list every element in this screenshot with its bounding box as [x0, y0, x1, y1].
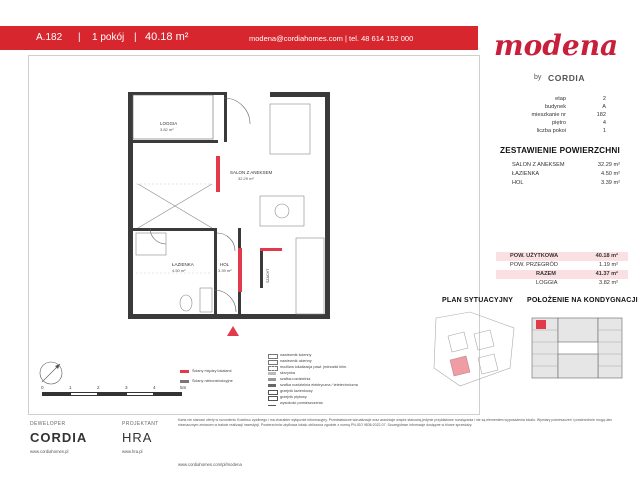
entrance-marker [227, 326, 239, 336]
header-separator: | [78, 32, 81, 43]
legend-right [268, 354, 378, 414]
legend-icon [268, 402, 276, 406]
legend-item: grzejnik łazienkowy [280, 389, 313, 393]
detail-row: piętro 4 [552, 120, 606, 126]
room-area-bathroom: 4.50 m² [172, 268, 186, 273]
legend-item: wysokość pomieszczenia [280, 401, 323, 405]
situation-plan-title: PLAN SYTUACYJNY [442, 297, 514, 304]
total-row-partitions: POW. PRZEGRÓD 1.19 m² [510, 262, 618, 268]
total-row-loggia: LOGGIA 3.82 m² [536, 280, 618, 286]
room-count: 1 pokój [92, 32, 125, 43]
scale-tick: 4 [153, 385, 156, 390]
legend-item: nawiewnik ścienny [280, 353, 312, 357]
summary-list [512, 162, 620, 189]
room-label-loggia: LOGGIA [160, 121, 178, 126]
legend-icon [268, 360, 278, 365]
detail-row: budynek A [544, 104, 606, 110]
total-row-sum: RAZEM 41.37 m² [496, 270, 628, 279]
scale-tick: 0 [41, 385, 44, 390]
legend-icon [268, 378, 276, 381]
unit-details [484, 96, 624, 136]
room-label-hall: HOL [220, 262, 230, 267]
developer-url[interactable]: www.cordiahomes.pl [30, 449, 69, 454]
legend-item: grzejnik płytowy [280, 395, 307, 399]
disclaimer-link[interactable]: www.cordiahomes.com/pl/modena [178, 462, 242, 467]
legend-icon [268, 366, 278, 371]
detail-row: etap 2 [555, 96, 606, 102]
legend-item: Ściany niekonstrukcyjne [192, 379, 233, 383]
totals-table [496, 252, 628, 288]
summary-title: ZESTAWIENIE POWIERZCHNI [500, 146, 620, 155]
legend-item: skrzynka [280, 371, 295, 375]
legend-icon [268, 396, 278, 401]
shaft-label: SZACHT [266, 268, 270, 283]
legend-swatch-red [180, 370, 189, 373]
floor-position-title: POŁOŻENIE NA KONDYGNACJI [527, 297, 638, 304]
logo-by: by [534, 74, 542, 81]
floor-plan [120, 78, 340, 340]
total-row-usable: POW. UŻYTKOWA 40.18 m² [496, 252, 628, 261]
floor-position-map [528, 308, 626, 392]
legend-item: nawiewnik okienny [280, 359, 312, 363]
legend-icon [268, 390, 278, 395]
unit-highlight [536, 320, 546, 329]
summary-row: SALON Z ANEKSEM 32.29 m² [512, 162, 620, 168]
modena-logo: modena [494, 29, 619, 62]
legend-swatch-grey [180, 380, 189, 383]
designer-url[interactable]: www.hra.pl [122, 449, 143, 454]
legend-icon [268, 372, 276, 375]
scale-tick: 3 [125, 385, 128, 390]
footer-designer-logo: HRA [122, 430, 153, 445]
scale-tick: 5m [180, 385, 187, 390]
developer-label: DEWELOPER [30, 421, 66, 427]
contact-info[interactable]: modena@cordiahomes.com | tel. 48 614 152 000 [249, 34, 414, 43]
scale-bar [42, 392, 182, 396]
north-arrow-icon [36, 358, 66, 388]
room-label-bathroom: ŁAZIENKA [172, 262, 194, 267]
room-label-salon: SALON Z ANEKSEM [230, 170, 273, 175]
summary-row: HOL 3.39 m² [512, 180, 620, 186]
legend-item: możliwa lokalizacja pawl. jednostki klim. [280, 365, 348, 369]
cordia-wordmark: CORDIA [548, 73, 586, 83]
detail-row: mieszkanie nr 182 [531, 112, 606, 118]
designer-label: PROJEKTANT [122, 421, 159, 427]
legend-icon [268, 354, 278, 359]
situation-map [430, 308, 520, 392]
room-area-loggia: 3.82 m² [160, 127, 174, 132]
legend-item: Ściany między lokalami [192, 369, 232, 373]
detail-row: liczba pokoi 1 [536, 128, 606, 134]
legend-item: szafka rozdzielnia elektryczna / teletechniczna [280, 383, 358, 387]
footer-developer-logo: CORDIA [30, 430, 88, 445]
room-area-hall: 3.39 m² [218, 268, 232, 273]
unit-area: 40.18 m² [145, 31, 189, 43]
scale-tick: 2 [97, 385, 100, 390]
legend-icon [268, 384, 276, 387]
unit-number: A.182 [36, 32, 63, 43]
scale-tick: 1 [69, 385, 72, 390]
header-separator: | [134, 32, 137, 43]
disclaimer: Karta nie stanowi oferty w rozumieniu Kodeksu cywilnego i ma charakter wyłącznie informacyjny. Przedstawione wizualizacje oraz aranżacje wnętrz stanowią jedynie przykładowe rozwiązania i nie są elementem wyposażenia lokalu. Wymiary pomieszczeń i powierzchnie mogą ulec nieznacznym zmianom w trakcie realizacji inwestycji. Powierzchnia użytkowa lokalu obliczona zgodnie z normą PN-ISO 9836:2022-07. Szczegółowe informacje dostępne w biurze sprzedaży. [178, 418, 613, 427]
summary-row: ŁAZIENKA 4.50 m² [512, 171, 620, 177]
legend-item: szafka-rozdzielnia [280, 377, 311, 381]
room-area-salon: 32.29 m² [238, 176, 254, 181]
